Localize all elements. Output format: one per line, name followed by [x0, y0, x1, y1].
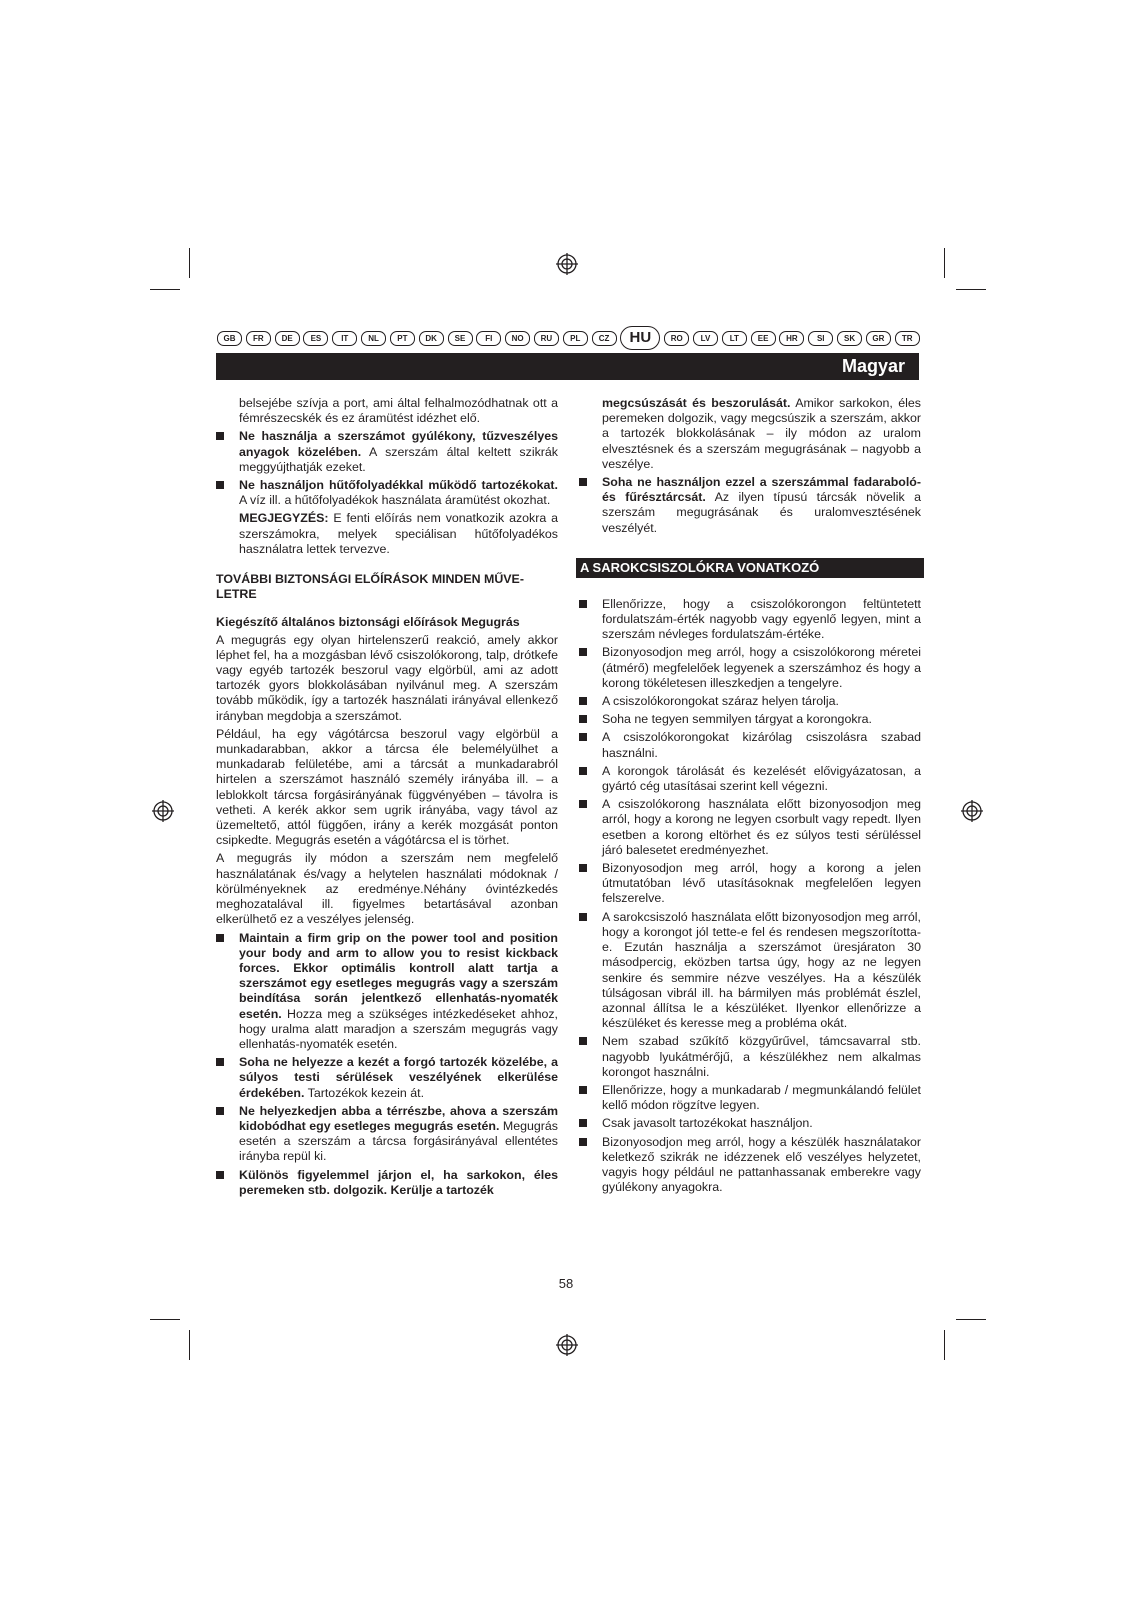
item-text: A korongok tárolását és kezelését elővigyázatosan, a gyártó cég utasításai szerint kell végezni. — [602, 763, 921, 794]
square-bullet-icon — [216, 934, 224, 942]
note-text: E fenti előírás nem vonatkozik azokra a szerszámokra, melyek speciálisan hűtőfolyadékos használatra lettek tervezve. — [239, 511, 558, 556]
item-bold: Maintain a firm grip on the power tool and position your body and arm to allow you to resist kickback forces. Ekkor optimális kontroll alatt tartja a szerszámot egy esetleges megugrás vagy a szerszám beindítása során jelentkező ellenhatás-nyomaték esetén. — [239, 930, 558, 1021]
note-label: MEGJEGYZÉS: — [239, 511, 329, 526]
square-bullet-icon — [579, 1037, 587, 1045]
language-tab-gr[interactable]: GR — [866, 331, 891, 346]
section-title: TOVÁBBI BIZTONSÁGI ELŐÍRÁSOK MINDEN MŰVE-LETRE — [216, 572, 524, 602]
continuation-paragraph — [579, 396, 921, 472]
item-text: A csiszolókorongokat kizárólag csiszolásra szabad használni. — [602, 730, 921, 760]
item-text: Amikor sarkokon, éles peremeken dolgozik, vagy megcsúszik a szerszám, akkor a tartozék blokkolásának – ily módon az uralom elvesztésnek és a szerszám megugrásának – nagyobb a veszélye. — [602, 396, 921, 471]
crop-mark — [944, 1330, 945, 1360]
safety-item — [579, 1083, 921, 1113]
item-text: Az ilyen típusú tárcsák növelik a szerszám megugrásának és uralomvesztésének veszélyét. — [602, 490, 921, 535]
item-text: Ellenőrizze, hogy a munkadarab / megmunkálandó felület kellő módon rögzítve legyen. — [602, 1082, 921, 1113]
item-bold: Különös figyelemmel járjon el, ha sarkokon, éles peremeken stb. dolgozik. Kerülje a tartozék — [239, 1167, 558, 1197]
language-tab-pt[interactable]: PT — [390, 331, 415, 346]
safety-item — [216, 429, 558, 475]
item-bold: Ne helyezkedjen abba a térrészbe, ahova a szerszám kidobódhat egy esetleges megugrás esetén. — [239, 1103, 558, 1133]
square-bullet-icon — [579, 733, 587, 741]
crop-mark — [944, 248, 945, 278]
note-paragraph — [216, 511, 558, 557]
language-tab-de[interactable]: DE — [275, 331, 300, 346]
language-tab-se[interactable]: SE — [448, 331, 473, 346]
language-tab-it[interactable]: IT — [332, 331, 357, 346]
square-bullet-icon — [579, 715, 587, 723]
item-text: A víz ill. a hűtőfolyadékok használata áramütést okozhat. — [239, 493, 551, 508]
body-paragraph: Például, ha egy vágótárcsa beszorul vagy elgörbül a munkadarabban, akkor a tárcsa éle belemélyülhet a munkadarab felületébe, ami a tárcsát a munkadarabról hirtelen a szerszámot használó személy irányába ill. – a leblokkolt tárcsa forgásirányának függvényében – távolra is vetheti. A kerék akkor sem ugrik irányába, vagy távol az üzemeltető, attól függően, irány a kerék mozgását ponton csipkedte. Megugrás esetén a vágótárcsa el is törhet. — [216, 726, 558, 848]
item-text: A sarokcsiszoló használata előtt bizonyosodjon meg arról, hogy a korongot jól tette-e fel és rendesen megszorította-e. Ezután használja a szerszámot üresjáraton 30 másodpercig, eközben tartsa úgy, hogy az ne legyen senkire és semmire nézve veszélyes. Ha a készülék túlságosan vibrál ill. ha bármilyen más problémát észlel, azonnal állítsa le a készüléket. Ilyenkor ellenőrizze a készüléket és keresse meg a probléma okát. — [602, 909, 921, 1031]
safety-item — [579, 645, 921, 691]
language-tab-dk[interactable]: DK — [419, 331, 444, 346]
crop-mark — [150, 1319, 180, 1320]
square-bullet-icon — [216, 481, 224, 489]
item-text: Bizonyosodjon meg arról, hogy a készülék használatakor keletkező szikrák ne idézzenek elő veszélyes helyzetet, vagyis hogy például ne pattanhassanak emberekre vagy gyúlékony anyagokra. — [602, 1134, 921, 1195]
language-tab-cz[interactable]: CZ — [592, 331, 617, 346]
item-text: A csiszolókorong használata előtt bizonyosodjon meg arról, hogy a korong ne legyen csorbult vagy repedt. Ilyen esetben a korong eltörhet és ez súlyos testi sérüléssel járó balesetet eredményezhet. — [602, 797, 921, 857]
square-bullet-icon — [579, 913, 587, 921]
registration-mark-icon — [152, 800, 174, 822]
language-tab-es[interactable]: ES — [303, 331, 328, 346]
language-tab-ru[interactable]: RU — [534, 331, 559, 346]
language-tab-fr[interactable]: FR — [246, 331, 271, 346]
language-tab-hr[interactable]: HR — [779, 331, 804, 346]
sub-title: Kiegészítő általános biztonsági előírások Megugrás — [216, 615, 520, 630]
item-bold: Ne használja a szerszámot gyúlékony, tűzveszélyes anyagok közelében. — [239, 429, 558, 459]
safety-item — [216, 1055, 558, 1101]
safety-item — [216, 1104, 558, 1165]
crop-mark — [189, 248, 190, 278]
language-tab-lv[interactable]: LV — [693, 331, 718, 346]
item-bold: megcsúszását és beszorulását. — [602, 396, 791, 410]
square-bullet-icon — [579, 1086, 587, 1094]
item-text: Csak javasolt tartozékokat használjon. — [602, 1116, 813, 1131]
language-tab-nl[interactable]: NL — [361, 331, 386, 346]
square-bullet-icon — [579, 767, 587, 775]
item-text: A csiszolókorongokat száraz helyen tárolja. — [602, 694, 839, 709]
item-text: Tartozékok kezein át. — [304, 1085, 425, 1100]
square-bullet-icon — [579, 600, 587, 608]
section-header-bar: A SAROKCSISZOLÓKRA VONATKOZÓ — [576, 558, 924, 578]
square-bullet-icon — [579, 800, 587, 808]
item-text: Soha ne tegyen semmilyen tárgyat a korongokra. — [602, 712, 872, 727]
crop-mark — [189, 1330, 190, 1360]
language-tab-pl[interactable]: PL — [563, 331, 588, 346]
safety-item — [216, 478, 558, 508]
safety-item — [579, 1116, 921, 1131]
registration-mark-icon — [961, 800, 983, 822]
item-bold: Soha ne helyezze a kezét a forgó tartozék közelébe, a súlyos testi sérülések veszélyének elkerülése érdekében. — [239, 1055, 558, 1100]
page-title: Magyar — [841, 356, 905, 376]
square-bullet-icon — [579, 864, 587, 872]
registration-mark-icon — [556, 1334, 578, 1356]
safety-item — [579, 712, 921, 727]
crop-mark — [150, 289, 180, 290]
safety-item — [579, 764, 921, 794]
item-bold: Ne használjon hűtőfolyadékkal működő tartozékokat. — [239, 478, 558, 493]
square-bullet-icon — [216, 1171, 224, 1179]
item-bold: Soha ne használjon ezzel a szerszámmal fadaraboló- és fűrésztárcsát. — [602, 475, 921, 505]
language-tab-sk[interactable]: SK — [837, 331, 862, 346]
registration-mark-icon — [556, 253, 578, 275]
safety-item — [579, 797, 921, 858]
safety-item — [579, 597, 921, 643]
language-tab-ro[interactable]: RO — [664, 331, 689, 346]
square-bullet-icon — [216, 1058, 224, 1066]
safety-item — [579, 1135, 921, 1196]
safety-item — [579, 730, 921, 760]
grinder-safety-list — [579, 597, 921, 1196]
square-bullet-icon — [579, 1138, 587, 1146]
safety-item — [579, 475, 921, 536]
item-text: Bizonyosodjon meg arról, hogy a csiszolókorong méretei (átmérő) megfelelőek legyenek a szerszámhoz és hogy a korong tökéletesen illeszkedjen a tengelyre. — [602, 645, 921, 690]
language-tab-tr[interactable]: TR — [895, 331, 920, 346]
square-bullet-icon — [579, 478, 587, 486]
square-bullet-icon — [579, 648, 587, 656]
item-text: Hozza meg a szükséges intézkedéseket ahhoz, hogy uralma alatt maradjon a szerszám megugrás vagy ellenhatás-nyomaték esetén. — [239, 1006, 558, 1051]
safety-item — [216, 1168, 558, 1198]
language-tab-fi[interactable]: FI — [476, 331, 501, 346]
language-tab-ee[interactable]: EE — [751, 331, 776, 346]
item-text: Megugrás esetén a szerszám a tárcsa forgásirányával ellentétes irányba repül ki. — [239, 1118, 558, 1164]
left-column — [216, 396, 558, 1201]
body-paragraph: A megugrás egy olyan hirtelenszerű reakció, amely akkor léphet fel, ha a mozgásban lévő csiszolókorong, talp, drótkefe vagy egyéb tartozék beszorul vagy elgörbül, ami az adott tartozék gyors blokkolásában nyilvánul meg. A szerszám tovább működik, így a tartozék használati irányával ellenkező irányban megdobja a szerszámot. — [216, 632, 558, 723]
safety-item — [579, 694, 921, 709]
crop-mark — [956, 1319, 986, 1320]
language-tab-hu[interactable]: HU — [620, 326, 660, 350]
language-tab-gb[interactable]: GB — [217, 331, 242, 346]
item-text: Bizonyosodjon meg arról, hogy a korong a jelen útmutatóban lévő utasításoknak megfelelően legyen felszerelve. — [602, 861, 921, 906]
language-tab-lt[interactable]: LT — [722, 331, 747, 346]
safety-item — [579, 910, 921, 1032]
safety-item — [579, 861, 921, 907]
continuation-paragraph: belsejébe szívja a port, ami által felhalmozódhatnak ott a fémrészecskék és ez áramütést idézhet elő. — [239, 396, 558, 426]
crop-mark — [956, 289, 986, 290]
safety-item — [579, 1034, 921, 1080]
square-bullet-icon — [216, 1107, 224, 1115]
language-tab-si[interactable]: SI — [808, 331, 833, 346]
language-selector — [217, 326, 920, 350]
square-bullet-icon — [579, 1119, 587, 1127]
square-bullet-icon — [216, 432, 224, 440]
page-number: 58 — [558, 1276, 574, 1291]
safety-item — [216, 931, 558, 1053]
language-header-banner — [216, 353, 919, 380]
item-text: Nem szabad szűkítő közgyűrűvel, támcsavarral stb. nagyobb lyukátmérőjű, a készülékhez nem alkalmas korongot használni. — [602, 1034, 921, 1079]
right-column — [579, 396, 921, 1198]
item-text: A szerszám által keltett szikrák meggyújthatják ezeket. — [239, 444, 558, 474]
square-bullet-icon — [579, 697, 587, 705]
item-text: Ellenőrizze, hogy a csiszolókorongon feltüntetett fordulatszám-érték nagyobb vagy egyenlő legyen, mint a szerszám névleges fordulatszám-értéke. — [602, 596, 921, 642]
body-paragraph: A megugrás ily módon a szerszám nem megfelelő használatának és/vagy a helytelen használati módoknak / körülményeknek az eredménye.Néhány óvintézkedés meghozatalával ill. figyelmes betartásával azonban elkerülhető ez a veszélyes jelenség. — [216, 851, 558, 927]
language-tab-no[interactable]: NO — [505, 331, 530, 346]
